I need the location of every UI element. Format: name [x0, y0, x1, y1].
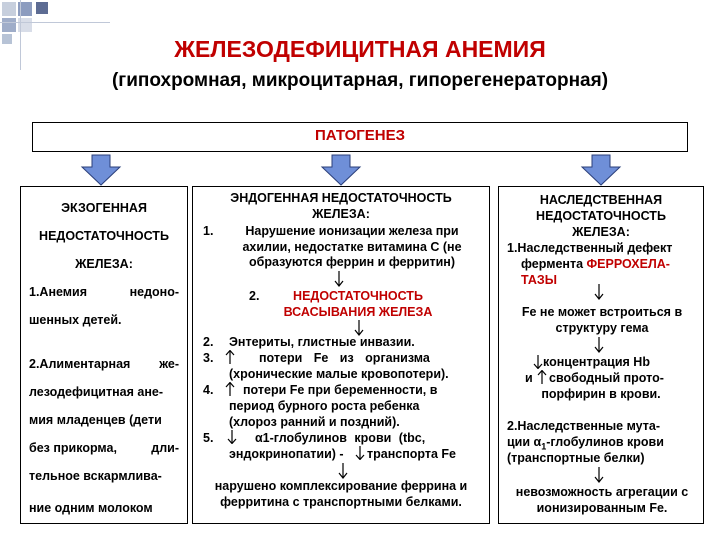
item-number: 4.	[203, 383, 214, 397]
exogenous-heading: НЕДОСТАТОЧНОСТЬ	[39, 229, 169, 243]
hereditary-conc: порфирин в крови.	[541, 387, 661, 401]
exogenous-heading: ЖЕЛЕЗА:	[75, 257, 133, 271]
down-arrow-small-icon	[353, 320, 365, 336]
exogenous-item: без прикорма,	[29, 441, 117, 455]
hereditary-item1	[521, 257, 670, 273]
exogenous-item: шенных детей.	[29, 313, 122, 327]
hereditary-item2-text: ции	[507, 435, 531, 449]
endogenous-list-item: (хронические малые кровопотери).	[229, 367, 449, 381]
pathogenesis-label: ПАТОГЕНЕЗ	[314, 127, 406, 144]
endogenous-bottom: нарушено комплексирование феррина и ферритина с транспортными белками.	[214, 479, 468, 509]
item-number: 1.	[203, 224, 214, 238]
enzyme-name: ТАЗЫ	[521, 273, 557, 287]
down-arrow-small-icon	[593, 337, 605, 353]
item-number: 5.	[203, 431, 214, 445]
hereditary-box	[498, 186, 704, 524]
alpha-symbol: α	[533, 435, 542, 449]
endogenous-item2: НЕДОСТАТОЧНОСТЬ	[293, 289, 423, 303]
hereditary-conc: концентрация Hb	[543, 355, 650, 369]
endogenous-box	[192, 186, 490, 524]
endogenous-heading: ЖЕЛЕЗА:	[312, 207, 370, 221]
up-arrow-icon	[537, 370, 547, 384]
exogenous-item: 2.Алиментарная	[29, 357, 131, 371]
exogenous-item: же-	[159, 357, 179, 371]
down-arrow-icon	[355, 446, 365, 460]
down-arrow-small-icon	[593, 467, 605, 483]
page-subtitle: (гипохромная, микроцитарная, гипорегенераторная)	[111, 70, 609, 91]
enzyme-name: ФЕРРОХЕЛА-	[586, 257, 670, 271]
down-arrow-small-icon	[593, 284, 605, 300]
down-arrow-small-icon	[333, 271, 345, 287]
hereditary-item1-text: фермента	[521, 257, 584, 271]
hereditary-item2: (транспортные белки)	[507, 451, 645, 465]
exogenous-heading: ЭКЗОГЕННАЯ	[61, 201, 147, 215]
exogenous-item: недоно-	[129, 285, 179, 299]
exogenous-item: 1.Анемия	[29, 285, 88, 299]
hereditary-item2-text: -глобулинов крови	[546, 435, 664, 449]
down-arrow-icon	[580, 154, 622, 186]
alpha-subscript: 1	[541, 441, 547, 452]
decor-square	[2, 18, 16, 32]
hereditary-heading: НЕДОСТАТОЧНОСТЬ	[536, 209, 666, 223]
item-number: 2.	[203, 335, 214, 349]
endogenous-list-item: (хлороз ранний и поздний).	[229, 415, 400, 429]
up-arrow-icon	[225, 382, 235, 396]
decor-square	[2, 2, 16, 16]
hereditary-conc: свободный прото-	[549, 371, 664, 385]
item-number: 2.	[249, 289, 260, 303]
pathogenesis-box	[32, 122, 688, 152]
endogenous-list-item: α1-глобулинов крови (tbc,	[255, 431, 426, 445]
hereditary-heading: ЖЕЛЕЗА:	[572, 225, 630, 239]
hereditary-item1: 1.Наследственный дефект	[507, 241, 673, 255]
endogenous-list-item: Энтериты, глистные инвазии.	[229, 335, 415, 349]
endogenous-list-item: период бурного роста ребенка	[229, 399, 420, 413]
down-arrow-icon	[227, 430, 237, 444]
item-number: 3.	[203, 351, 214, 365]
endogenous-item1: Нарушение ионизации железа при ахилии, недостатке витамина С (не образуются феррин и ферритин)	[242, 224, 462, 270]
down-arrow-small-icon	[337, 463, 349, 479]
endogenous-heading: ЭНДОГЕННАЯ НЕДОСТАТОЧНОСТЬ	[230, 191, 452, 205]
hereditary-heading: НАСЛЕДСТВЕННАЯ	[539, 193, 663, 207]
endogenous-list-item: эндокринопатии) -	[229, 447, 344, 461]
exogenous-item: мия младенцев (дети	[29, 413, 162, 427]
exogenous-box	[20, 186, 188, 524]
down-arrow-icon	[533, 355, 543, 369]
hereditary-conc: и	[525, 371, 533, 385]
decor-line	[0, 22, 110, 23]
endogenous-list-item: потери Fe из организма	[259, 351, 430, 365]
endogenous-item2: ВСАСЫВАНИЯ ЖЕЛЕЗА	[283, 305, 433, 319]
hereditary-item2: 2.Наследственные мута-	[507, 419, 661, 433]
decor-square	[36, 2, 48, 14]
exogenous-item: тельное вскармлива-	[29, 469, 162, 483]
down-arrow-icon	[320, 154, 362, 186]
exogenous-item: ние одним молоком	[29, 501, 153, 515]
endogenous-list-item: транспорта Fe	[367, 447, 457, 461]
hereditary-fe-text: Fe не может встроиться в структуру гема	[521, 305, 683, 335]
down-arrow-icon	[80, 154, 122, 186]
endogenous-list-item: потери Fe при беременности, в	[243, 383, 438, 397]
hereditary-bottom: невозможность агрегации с ионизированным Fe.	[515, 485, 689, 515]
exogenous-item: дли-	[151, 441, 179, 455]
page-title: ЖЕЛЕЗОДЕФИЦИТНАЯ АНЕМИЯ	[174, 36, 546, 62]
exogenous-item: лезодефицитная ане-	[29, 385, 163, 399]
up-arrow-icon	[225, 350, 235, 364]
